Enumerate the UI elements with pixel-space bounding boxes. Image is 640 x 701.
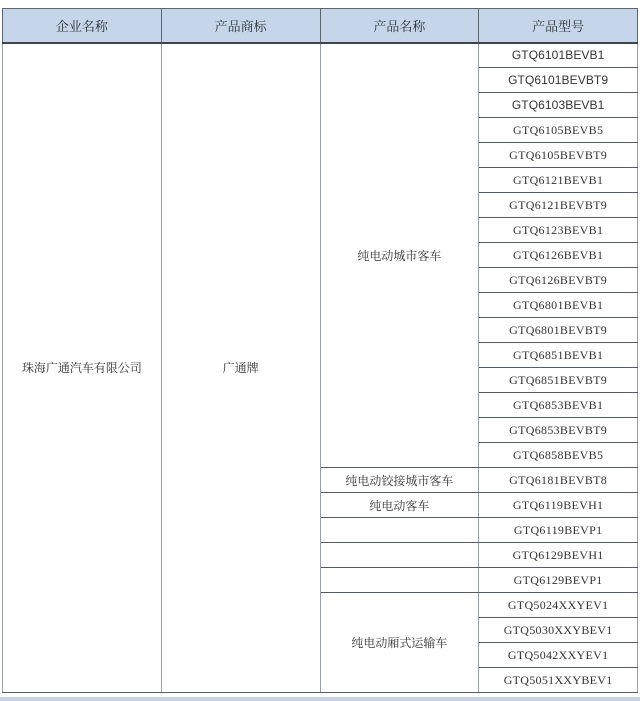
model-cell: GTQ6119BEVH1 xyxy=(479,493,638,518)
model-cell: GTQ6126BEVB1 xyxy=(479,243,638,268)
product-name-cell: 纯电动客车 xyxy=(320,493,479,518)
model-cell: GTQ6858BEVB5 xyxy=(479,443,638,468)
model-cell: GTQ5024XXYEV1 xyxy=(479,593,638,618)
table-row xyxy=(3,43,638,68)
model-cell: GTQ6101BEVB1 xyxy=(479,43,638,68)
col-header-product-name: 产品名称 xyxy=(320,9,479,43)
product-name-cell xyxy=(320,568,479,593)
model-cell: GTQ5030XXYBEV1 xyxy=(479,618,638,643)
product-name-cell xyxy=(320,518,479,543)
header-row xyxy=(3,9,638,43)
product-name-cell: 纯电动厢式运输车 xyxy=(320,593,479,693)
model-cell: GTQ6123BEVB1 xyxy=(479,218,638,243)
product-name-cell: 纯电动铰接城市客车 xyxy=(320,468,479,493)
model-cell: GTQ6853BEVBT9 xyxy=(479,418,638,443)
bottom-edge-strip xyxy=(0,697,640,701)
model-cell: GTQ6851BEVBT9 xyxy=(479,368,638,393)
company-cell: 珠海广通汽车有限公司 xyxy=(3,43,162,693)
model-cell: GTQ6853BEVB1 xyxy=(479,393,638,418)
model-cell: GTQ6129BEVH1 xyxy=(479,543,638,568)
model-cell: GTQ6119BEVP1 xyxy=(479,518,638,543)
model-cell: GTQ5051XXYBEV1 xyxy=(479,668,638,693)
model-cell: GTQ6105BEVB5 xyxy=(479,118,638,143)
col-header-trademark: 产品商标 xyxy=(161,9,320,43)
product-name-cell xyxy=(320,543,479,568)
vehicle-catalog-table xyxy=(2,8,638,693)
model-cell: GTQ6121BEVBT9 xyxy=(479,193,638,218)
model-cell: GTQ6181BEVBT8 xyxy=(479,468,638,493)
model-cell: GTQ6851BEVB1 xyxy=(479,343,638,368)
model-cell: GTQ6126BEVBT9 xyxy=(479,268,638,293)
model-cell: GTQ6801BEVB1 xyxy=(479,293,638,318)
model-cell: GTQ5042XXYEV1 xyxy=(479,643,638,668)
model-cell: GTQ6101BEVBT9 xyxy=(479,68,638,93)
model-cell: GTQ6103BEVB1 xyxy=(479,93,638,118)
model-cell: GTQ6801BEVBT9 xyxy=(479,318,638,343)
model-cell: GTQ6105BEVBT9 xyxy=(479,143,638,168)
model-cell: GTQ6129BEVP1 xyxy=(479,568,638,593)
trademark-cell: 广通牌 xyxy=(161,43,320,693)
col-header-company: 企业名称 xyxy=(3,9,162,43)
col-header-model: 产品型号 xyxy=(479,9,638,43)
model-cell: GTQ6121BEVB1 xyxy=(479,168,638,193)
product-name-cell: 纯电动城市客车 xyxy=(320,43,479,468)
